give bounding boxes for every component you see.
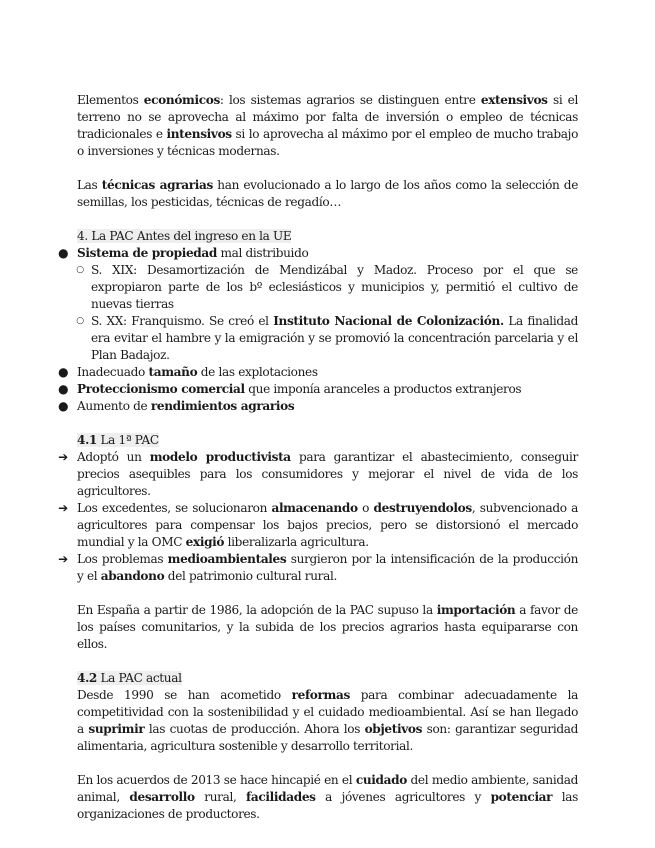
list-item: ● Proteccionismo comercial que imponía aranceles a productos extranjeros xyxy=(58,382,522,396)
sub-list xyxy=(77,262,578,364)
spacer xyxy=(77,160,578,177)
spacer xyxy=(77,415,578,432)
sub-list-item: ○ S. XIX: Desamortización de Mendizábal y Madoz. Proceso por el que se expropiaron parte de los bº eclesiásticos y municipios y, permitió el cultivo de nuevas tierras xyxy=(76,263,578,311)
spacer xyxy=(77,211,578,228)
list-pre-eu-problems xyxy=(58,245,578,415)
section-heading-4-1: 4.1 La 1ª PAC xyxy=(77,433,159,447)
paragraph-2013-agreements: En los acuerdos de 2013 se hace hincapié en el cuidado del medio ambiente, sanidad animal, desarrollo rural, facilidades a jóvenes agricultores y potenciar las organizaciones de productores. xyxy=(77,773,578,821)
list-item: ➔ Los excedentes, se solucionaron almacenando o destruyendolos, subvencionado a agricultores para compensar los bajos precios, pero se distorsionó el mercado mundial y la OMC exigió liberalizarla agricultura. xyxy=(77,500,578,551)
document-body xyxy=(58,92,579,823)
paragraph-current-pac: Desde 1990 se han acometido reformas para combinar adecuadamente la competitividad con la sostenibilidad y el cuidado medioambiental. Así se han llegado a suprimir las cuotas de producción. Ahora los objetivos son: garantizar seguridad alimentaria, agricultura sostenible y desarrollo territorial. xyxy=(77,688,579,753)
circle-bullet-icon: ○ xyxy=(76,265,84,275)
arrow-right-icon: ➔ xyxy=(58,501,68,515)
list-item: ● Sistema de propiedad mal distribuido ○ S. XIX: Desamortización de Mendizábal y Madoz. Proceso por el que se expropiaron parte de los bº eclesiásticos y municipios y, permitió el cultivo de nuevas tierras ○ S. XX: Franquismo. Se creó el Instituto Nacional de Colonización. La finalidad era evitar el hambre y la emigración y se promovió la concentración parcelaria y el Plan Badajoz. xyxy=(58,246,578,362)
list-item: ● Inadecuado tamaño de las explotaciones xyxy=(58,365,318,379)
paragraph-spain-1986: En España a partir de 1986, la adopción de la PAC supuso la importación a favor de los países comunitarios, y la subida de los precios agrarios hasta equipararse con ellos. xyxy=(77,603,578,651)
list-item: ➔ Los problemas medioambientales surgieron por la intensificación de la producción y el abandono del patrimonio cultural rural. xyxy=(77,551,578,585)
section-heading-4-2: 4.2 La PAC actual xyxy=(77,671,182,685)
paragraph-economic-elements: Elementos económicos: los sistemas agrarios se distinguen entre extensivos si el terreno no se aprovecha al máximo por falta de inversión o empleo de técnicas tradicionales e intensivos si lo aprovecha al máximo por el empleo de mucho trabajo o inversiones y técnicas modernas. xyxy=(77,93,578,158)
bullet-icon: ● xyxy=(58,365,69,379)
bold-term: extensivos xyxy=(480,93,548,107)
bold-term: económicos xyxy=(143,93,220,107)
spacer xyxy=(77,755,578,772)
sub-list-item: ○ S. XX: Franquismo. Se creó el Instituto Nacional de Colonización. La finalidad era evitar el hambre y la emigración y se promovió la concentración parcelaria y el Plan Badajoz. xyxy=(76,314,578,362)
spacer xyxy=(77,585,578,602)
arrow-right-icon: ➔ xyxy=(58,450,68,464)
arrow-right-icon: ➔ xyxy=(58,552,68,566)
circle-bullet-icon: ○ xyxy=(76,316,84,326)
bold-term: técnicas agrarias xyxy=(101,178,213,192)
list-item: ➔ Adoptó un modelo productivista para garantizar el abastecimiento, conseguir precios asequibles para los consumidores y mejorar el nivel de vida de los agricultores. xyxy=(77,449,578,500)
bold-term: intensivos xyxy=(166,127,232,141)
bullet-icon: ● xyxy=(58,246,69,260)
spacer xyxy=(77,653,578,670)
section-heading-4: 4. La PAC Antes del ingreso en la UE xyxy=(77,229,292,243)
list-item: ● Aumento de rendimientos agrarios xyxy=(58,399,295,413)
list-first-pac xyxy=(58,449,579,585)
bullet-icon: ● xyxy=(58,382,69,396)
paragraph-agrarian-techniques: Las técnicas agrarias han evolucionado a lo largo de los años como la selección de semillas, los pesticidas, técnicas de regadío… xyxy=(77,178,578,209)
bullet-icon: ● xyxy=(58,399,69,413)
